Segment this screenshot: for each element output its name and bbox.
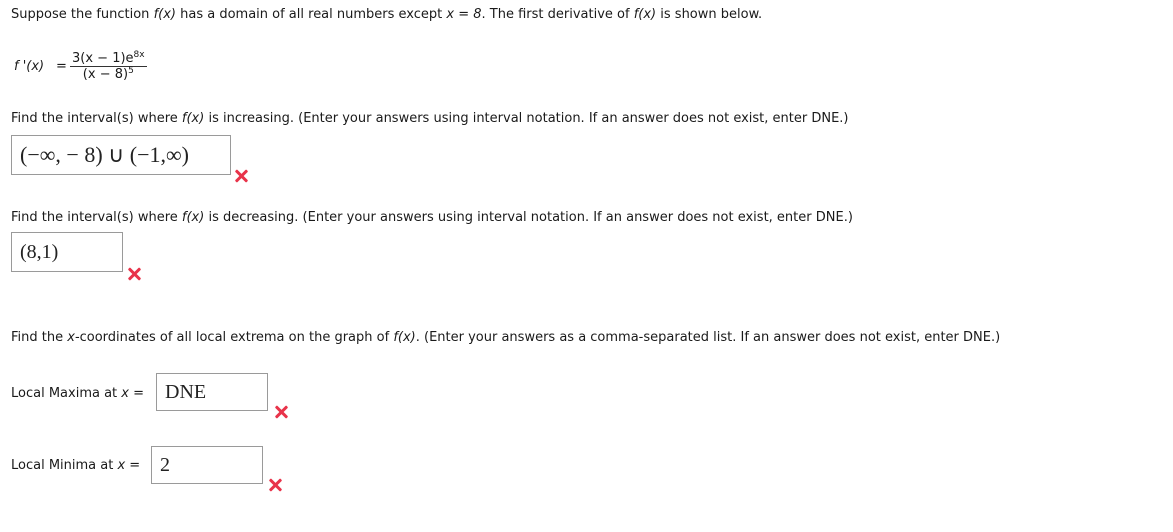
function-name: f(x) <box>153 7 176 22</box>
decreasing-answer-input[interactable] <box>11 232 123 272</box>
increasing-answer-input[interactable] <box>11 135 231 175</box>
min-label-x: x <box>117 458 126 473</box>
intro-text-1: Suppose the function <box>11 7 154 22</box>
x-mark-icon <box>127 267 141 281</box>
max-label-eq: = <box>128 386 145 401</box>
derivative-lhs: f '(x) <box>14 59 45 74</box>
min-label-eq: = <box>125 458 141 473</box>
q1-text-1: Find the interval(s) where <box>11 111 182 126</box>
q1-function: f(x) <box>181 111 205 126</box>
derivative-fraction <box>70 51 147 82</box>
x-mark-icon <box>234 169 248 183</box>
derivative-equals: = <box>56 59 67 74</box>
local-minima-label <box>11 458 140 473</box>
q3-x: x <box>67 330 75 345</box>
q2-text-2: is decreasing. (Enter your answers using interval notation. If an answer does not exist, enter DNE.) <box>204 210 853 225</box>
fraction-denominator <box>70 67 147 82</box>
denominator-exponent: 5 <box>128 66 134 76</box>
local-maxima-value: DNE <box>165 380 207 403</box>
local-minima-input[interactable] <box>151 446 263 484</box>
q2-text-1: Find the interval(s) where <box>11 210 182 225</box>
fraction-numerator <box>70 51 147 67</box>
q3-function: f(x) <box>393 330 416 345</box>
max-label-text: Local Maxima at <box>11 386 122 401</box>
problem-intro <box>11 7 762 22</box>
domain-exception: x = 8 <box>446 7 482 22</box>
q3-text-3: . (Enter your answers as a comma-separated list. If an answer does not exist, enter DNE.) <box>415 330 1001 345</box>
question-increasing <box>11 111 849 126</box>
function-name-2: f(x) <box>633 7 657 22</box>
local-maxima-input[interactable] <box>156 373 268 411</box>
denominator-base: (x − 8) <box>82 67 129 82</box>
max-label-x: x <box>121 386 129 401</box>
increasing-answer-value: (−∞, − 8) ∪ (−1,∞) <box>20 142 189 167</box>
q1-text-2: is increasing. (Enter your answers using interval notation. If an answer does not exist, enter DNE.) <box>204 111 849 126</box>
x-mark-icon <box>268 478 282 492</box>
local-minima-value: 2 <box>160 453 170 476</box>
numerator-base: 3(x − 1)e <box>72 51 134 66</box>
intro-text-2: has a domain of all real numbers except <box>175 7 447 22</box>
intro-text-4: is shown below. <box>656 7 763 22</box>
local-maxima-label <box>11 386 144 401</box>
min-label-text: Local Minima at <box>11 458 118 473</box>
decreasing-answer-value: (8,1) <box>20 240 59 263</box>
q3-text-2: -coordinates of all local extrema on the graph of <box>74 330 394 345</box>
intro-text-3: . The first derivative of <box>481 7 634 22</box>
q3-text-1: Find the <box>11 330 68 345</box>
numerator-exponent: 8x <box>133 50 145 60</box>
question-local-extrema <box>11 330 1000 345</box>
q2-function: f(x) <box>181 210 205 225</box>
question-decreasing <box>11 210 853 225</box>
x-mark-icon <box>274 405 288 419</box>
